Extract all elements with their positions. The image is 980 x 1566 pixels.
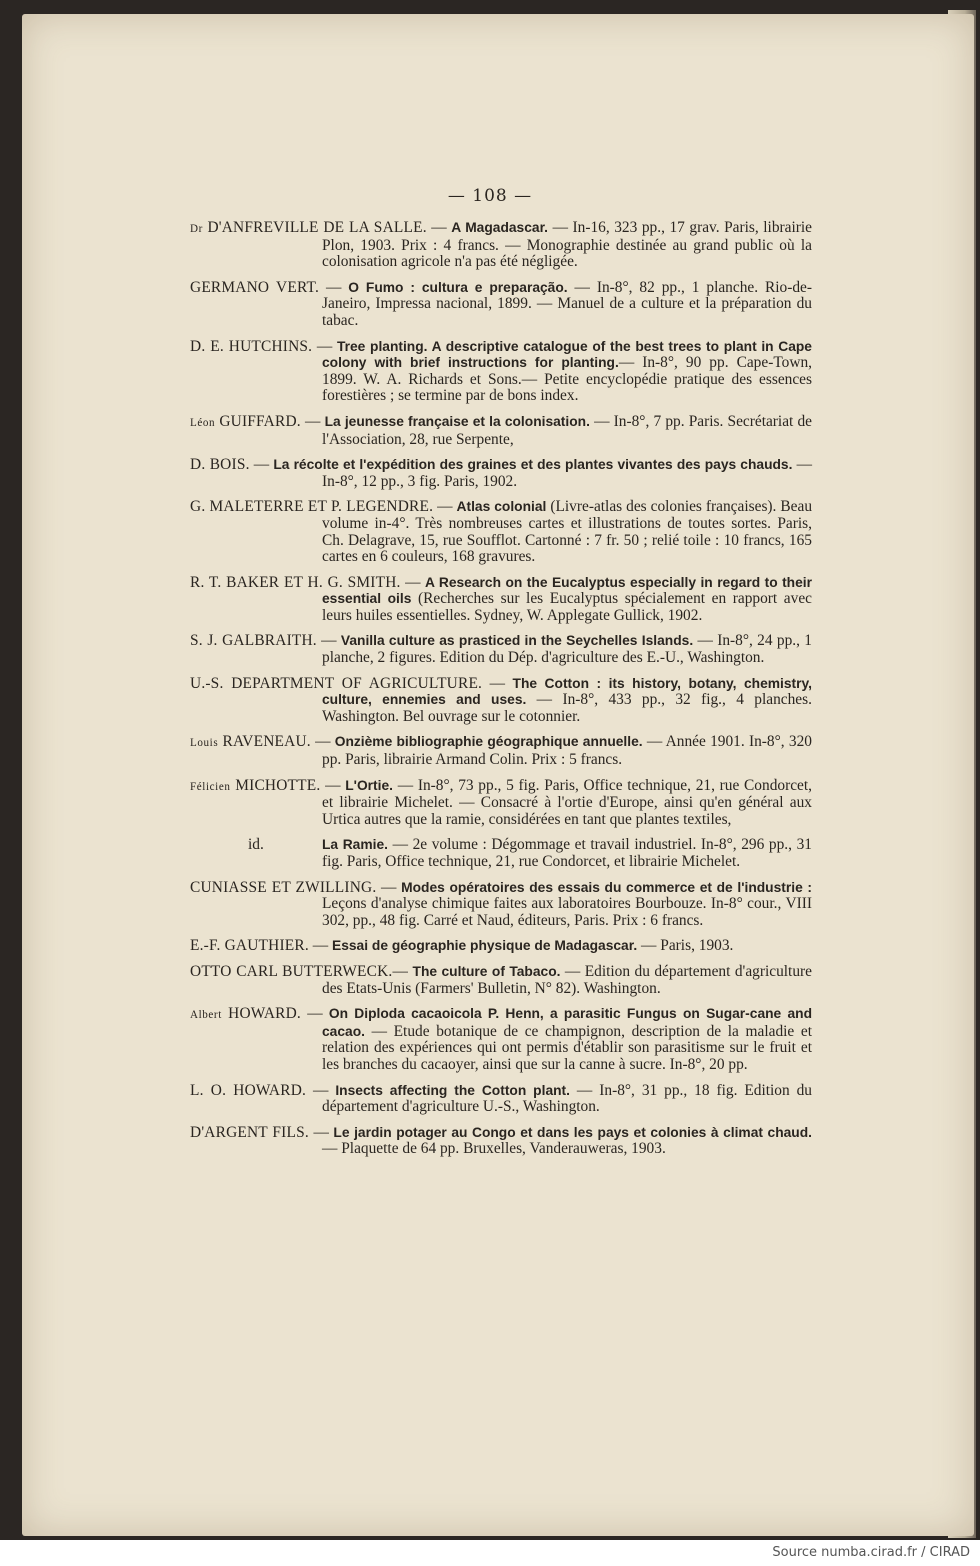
entry-details: Etude botanique de ce champignon, description de la maladie et relation des expériences qui ont permis d'établir son parasitisme sur le fruit et les branches du cacaoyer, ainsi que sur la canne à sucre. In-8°, 20 pp. — [322, 1022, 812, 1073]
entry-title: Atlas colonial — [456, 499, 547, 515]
entry-title: Le jardin potager au Congo et dans les pays et colonies à climat chaud. — [333, 1124, 812, 1140]
entry-details: Plaquette de 64 pp. Bruxelles, Vanderauweras, 1903. — [341, 1140, 666, 1158]
entry-title: Essai de géographie physique de Madagascar. — [332, 938, 638, 954]
entry-title: Tree planting. A descriptive catalogue of the best trees to plant in Cape colony with brief instructions for planting. — [322, 338, 812, 371]
bibliography-entry: G. MALETERRE ET P. LEGENDRE. — Atlas colonial (Livre-atlas des colonies françaises). Beau volume in-4°. Très nombreuses cartes et illustrations de toutes sortes. Paris, Ch. Delagrave, 15, rue Soufflot. Cartonné : 7 fr. 50 ; relié toile : 10 francs, 165 cartes en 6 couleurs, 168 gravures. — [190, 498, 813, 566]
source-credit: Source numba.cirad.fr / CIRAD — [772, 1545, 970, 1560]
entry-author: D'ARGENT FILS. — [190, 1123, 309, 1141]
entry-title: O Fumo : cultura e preparação. — [348, 279, 568, 295]
entry-prefix: Félicien — [190, 780, 231, 793]
entry-details: In-8°, 73 pp., 5 fig. Paris, Office technique, 21, rue Condorcet, et librairie Michelet. — Consacré à l'ortie d'Europe, ainsi qu'en général aux Urtica autres que la ramie, considérées en tant que plantes textiles, — [322, 776, 812, 828]
entry-details: In-8°, 12 pp., 3 fig. Paris, 1902. — [322, 472, 518, 490]
bibliography-list — [190, 220, 812, 1167]
entry-details: In-8°, 7 pp. Paris. Secrétariat de l'Association, 28, rue Serpente, — [322, 412, 813, 448]
entry-prefix: Léon — [190, 416, 216, 429]
entry-title: La récolte et l'expédition des graines et des plantes vivantes des pays chauds. — [273, 457, 793, 473]
entry-title: On Diploda cacaoicola P. Henn, a parasitic Fungus on Sugar-cane and cacao. — [322, 1006, 812, 1039]
bibliography-entry: D. BOIS. — La récolte et l'expédition des graines et des plantes vivantes des pays chauds. — In-8°, 12 pp., 3 fig. Paris, 1902. — [190, 456, 812, 490]
entry-author: R. T. BAKER ET H. G. SMITH. — [190, 573, 401, 591]
entry-author: id. — [248, 836, 264, 854]
bibliography-entry: Félicien MICHOTTE. — L'Ortie. — In-8°, 73 pp., 5 fig. Paris, Office technique, 21, rue Condorcet, et librairie Michelet. — Consacré à l'ortie d'Europe, ainsi qu'en général aux Urtica autres que la ramie, considérées en tant que plantes textiles, — [190, 776, 812, 828]
entry-details: Paris, 1903. — [660, 937, 734, 955]
entry-author: U.-S. DEPARTMENT OF AGRICULTURE. — [190, 674, 483, 692]
entry-title: Onzième bibliographie géographique annuelle. — [334, 734, 643, 750]
bibliography-entry: R. T. BAKER ET H. G. SMITH. — A Research on the Eucalyptus especially in regard to their essential oils (Recherches sur les Eucalyptus spécialement en rapport avec leurs huiles essentielles. Sydney, W. Applegate Gullick, 1902. — [190, 573, 812, 624]
entry-details: In-8°, 90 pp. Cape-Town, 1899. W. A. Richards et Sons.— Petite encyclopédie pratique des essences forestières ; se termine par de bons index. — [322, 354, 812, 405]
entry-details: Année 1901. In-8°, 320 pp. Paris, librairie Armand Colin. Prix : 5 francs. — [322, 733, 812, 769]
bibliography-entry: CUNIASSE ET ZWILLING. — Modes opératoires des essais du commerce et de l'industrie : Leçons d'analyse chimique faites aux laboratoires Bourbouze. In-8° cour., VIII 302, pp., 48 fig. Carré et Naud, éditeurs, Paris. Prix : 6 francs. — [190, 878, 813, 929]
bibliography-entry: U.-S. DEPARTMENT OF AGRICULTURE. — The Cotton : its history, botany, chemistry, culture, ennemies and uses. — In-8°, 433 pp., 32 fig., 4 planches. Washington. Bel ouvrage sur le cotonnier. — [190, 674, 812, 725]
entry-author: L. O. HOWARD. — [190, 1081, 307, 1099]
entry-title: La jeunesse française et la colonisation. — [324, 413, 590, 429]
bibliography-entry: OTTO CARL BUTTERWECK.— The culture of Tabaco. — Edition du département d'agriculture des Etats-Unis (Farmers' Bulletin, N° 82). Washington. — [190, 962, 812, 997]
entry-details: In-8°, 31 pp., 18 fig. Edition du département d'agriculture U.-S., Washington. — [322, 1081, 813, 1116]
entry-author: MICHOTTE. — [235, 776, 321, 794]
bibliography-entry: S. J. GALBRAITH. — Vanilla culture as prasticed in the Seychelles Islands. — In-8°, 24 pp., 1 planche, 2 figures. Edition du Dép. d'agriculture des E.-U., Washington. — [190, 632, 812, 667]
entry-author: S. J. GALBRAITH. — [190, 632, 317, 650]
entry-details: In-16, 323 pp., 17 grav. Paris, librairie Plon, 1903. Prix : 4 francs. — Monographie destinée au grand public où la colonisation agricole n'a pas été négligée. — [322, 219, 812, 271]
entry-author: E.-F. GAUTHIER. — [190, 937, 309, 955]
bibliography-entry: id. La Ramie. — 2e volume : Dégommage et travail industriel. In-8°, 296 pp., 31 fig. Paris, Office technique, 21, rue Condorcet, et librairie Michelet. — [248, 836, 812, 870]
bibliography-entry: D'ARGENT FILS. — Le jardin potager au Congo et dans les pays et colonies à climat chaud. — Plaquette de 64 pp. Bruxelles, Vanderauweras, 1903. — [190, 1123, 812, 1158]
entry-author: GERMANO VERT. — [190, 278, 320, 296]
bibliography-entry: GERMANO VERT. — O Fumo : cultura e preparação. — In-8°, 82 pp., 1 planche. Rio-de-Janeiro, Impressa nacional, 1899. — Manuel de a culture et la préparation du tabac. — [190, 278, 813, 329]
entry-prefix: Albert — [190, 1009, 222, 1022]
entry-details: Leçons d'analyse chimique faites aux laboratoires Bourbouze. In-8° cour., VIII 302, pp., 48 fig. Carré et Naud, éditeurs, Paris. Prix : 6 francs. — [322, 895, 812, 929]
bibliography-entry: Albert HOWARD. — On Diploda cacaoicola P. Henn, a parasitic Fungus on Sugar-cane and cacao. — Etude botanique de ce champignon, description de la maladie et relation des expériences qui ont permis d'établir son parasitisme sur le fruit et les branches du cacaoyer, ainsi que sur la canne à sucre. In-8°, 20 pp. — [190, 1005, 812, 1073]
entry-author: D. BOIS. — [190, 456, 250, 474]
entry-author: HOWARD. — [228, 1005, 301, 1023]
entry-title: Insects affecting the Cotton plant. — [335, 1082, 570, 1098]
entry-prefix: Dr — [190, 223, 203, 235]
entry-details: Edition du département d'agriculture des Etats-Unis (Farmers' Bulletin, N° 82). Washington. — [322, 962, 812, 997]
entry-prefix: Louis — [190, 737, 219, 750]
entry-title: A Magadascar. — [451, 220, 549, 235]
entry-author: D'ANFREVILLE DE LA SALLE. — [207, 219, 427, 236]
entry-details: (Recherches sur les Eucalyptus spécialement en rapport avec leurs huiles essentielles. Sydney, W. Applegate Gullick, 1902. — [322, 590, 812, 624]
entry-author: RAVENEAU. — [222, 733, 311, 751]
entry-title: L'Ortie. — [345, 777, 393, 793]
entry-author: D. E. HUTCHINS. — [190, 337, 313, 355]
entry-title: Vanilla culture as prasticed in the Seychelles Islands. — [340, 633, 694, 649]
entry-title: A Research on the Eucalyptus especially in regard to their essential oils — [322, 574, 812, 607]
entry-author: CUNIASSE ET ZWILLING. — [190, 878, 377, 896]
bibliography-entry: E.-F. GAUTHIER. — Essai de géographie physique de Madagascar. — Paris, 1903. — [190, 937, 734, 955]
entry-author: G. MALETERRE ET P. LEGENDRE. — [190, 498, 434, 516]
entry-details: 2e volume : Dégommage et travail industriel. In-8°, 296 pp., 31 fig. Paris, Office technique, 21, rue Condorcet, et librairie Michelet. — [322, 836, 812, 870]
entry-details: In-8°, 82 pp., 1 planche. Rio-de-Janeiro, Impressa nacional, 1899. — Manuel de a culture et la préparation du tabac. — [322, 278, 813, 329]
entry-details: In-8°, 24 pp., 1 planche, 2 figures. Edition du Dép. d'agriculture des E.-U., Washington. — [322, 632, 812, 667]
bibliography-entry: Dr D'ANFREVILLE DE LA SALLE. — A Magadascar. — In-16, 323 pp., 17 grav. Paris, librairie Plon, 1903. Prix : 4 francs. — Monographie destinée au grand public où la colonisation agricole n'a pas été négligée. — [190, 219, 812, 271]
page-number: — 108 — — [447, 186, 533, 206]
entry-author: OTTO CARL BUTTERWECK.— — [190, 962, 409, 980]
entry-title: Modes opératoires des essais du commerce et de l'industrie : — [401, 879, 813, 895]
entry-details: In-8°, 433 pp., 32 fig., 4 planches. Washington. Bel ouvrage sur le cotonnier. — [322, 691, 812, 725]
bibliography-entry: L. O. HOWARD. — Insects affecting the Cotton plant. — In-8°, 31 pp., 18 fig. Edition du département d'agriculture U.-S., Washington. — [190, 1081, 813, 1116]
entry-title: The Cotton : its history, botany, chemistry, culture, ennemies and uses. — [322, 675, 812, 708]
entry-title: The culture of Tabaco. — [412, 963, 561, 979]
bibliography-entry: Léon GUIFFARD. — La jeunesse française et la colonisation. — In-8°, 7 pp. Paris. Secrétariat de l'Association, 28, rue Serpente, — [190, 412, 813, 448]
entry-details: (Livre-atlas des colonies françaises). Beau volume in-4°. Très nombreuses cartes et illustrations de toutes sortes. Paris, Ch. Delagrave, 15, rue Soufflot. Cartonné : 7 fr. 50 ; relié toile : 10 francs, 165 cartes en 6 couleurs, 168 gravures. — [322, 498, 813, 566]
bibliography-entry: D. E. HUTCHINS. — Tree planting. A descriptive catalogue of the best trees to plant in Cape colony with brief instructions for planting.— In-8°, 90 pp. Cape-Town, 1899. W. A. Richards et Sons.— Petite encyclopédie pratique des essences forestières ; se termine par de bons index. — [190, 337, 812, 405]
entry-title: La Ramie. — [322, 837, 388, 853]
bibliography-entry: Louis RAVENEAU. — Onzième bibliographie géographique annuelle. — Année 1901. In-8°, 320 pp. Paris, librairie Armand Colin. Prix : 5 francs. — [190, 733, 812, 769]
entry-author: GUIFFARD. — [219, 412, 301, 430]
